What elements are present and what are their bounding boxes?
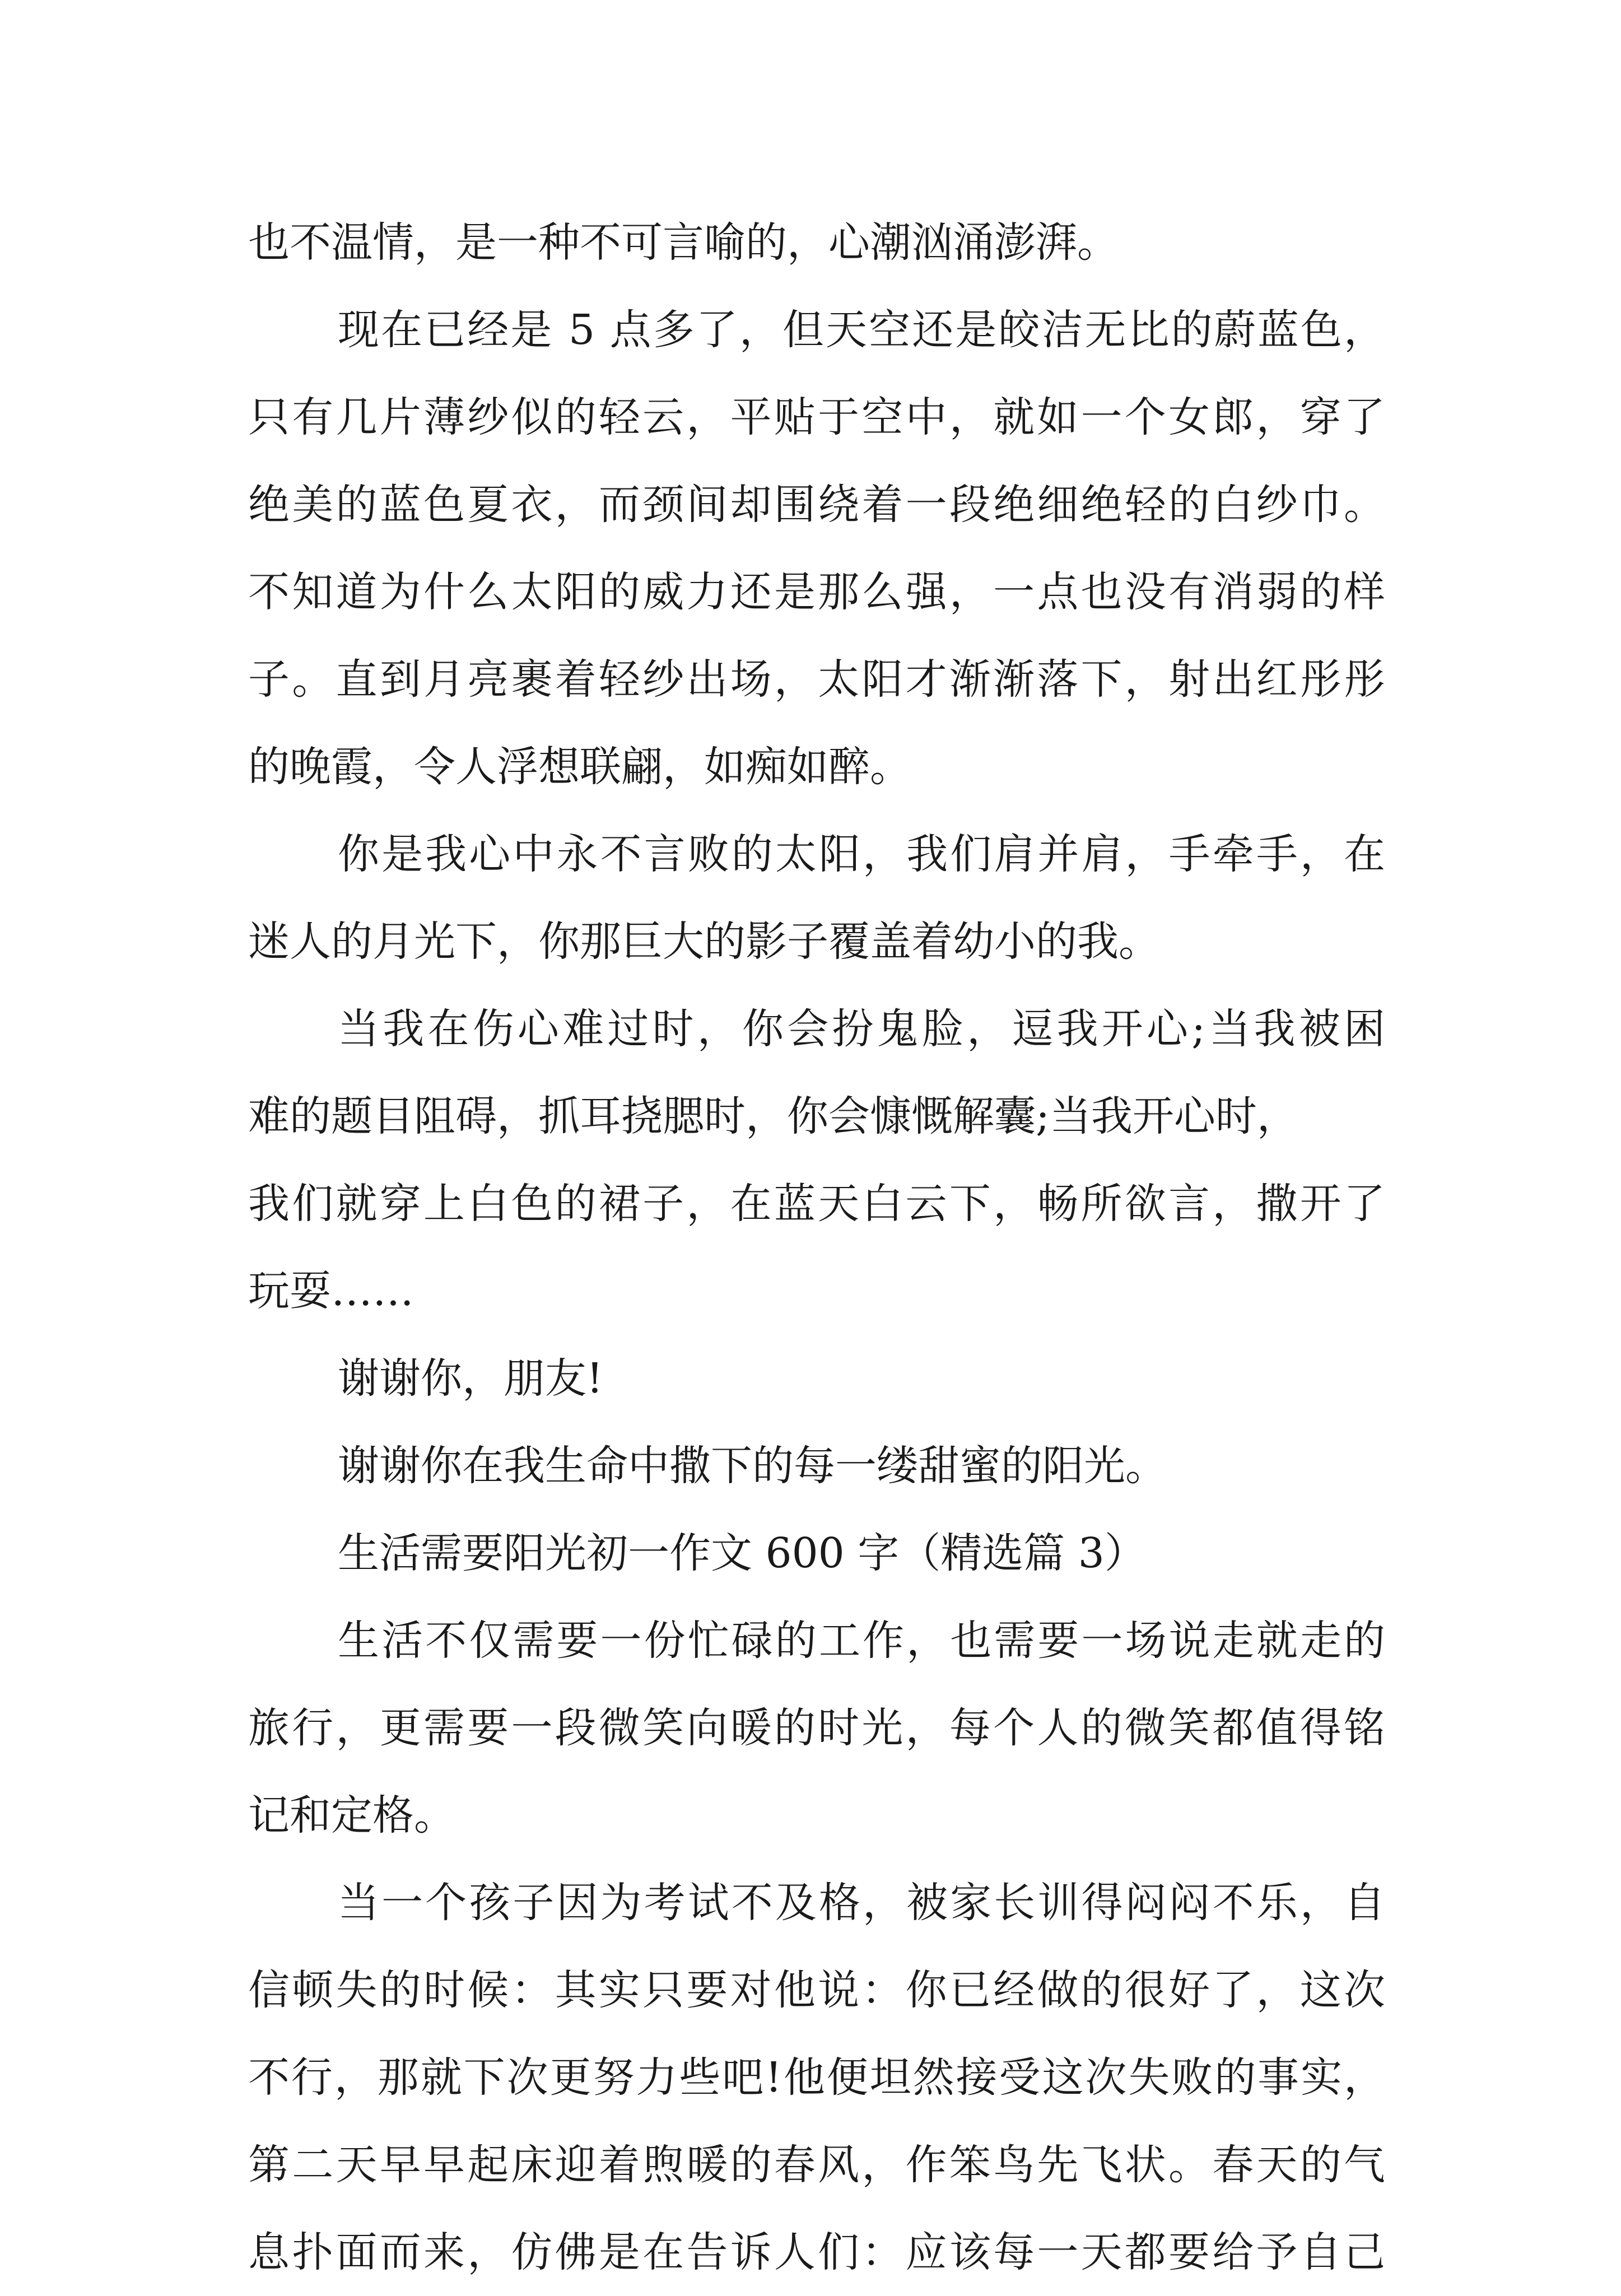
text-line: 旅行，更需要一段微笑向暖的时光，每个人的微笑都值得铭 [248,1704,1385,1752]
text-line: 迷人的月光下，你那巨大的影子覆盖着幼小的我。 [248,918,1160,966]
text-line: 只有几片薄纱似的轻云，平贴于空中，就如一个女郎，穿了 [248,393,1385,441]
text-line: 第二天早早起床迎着煦暖的春风，作笨鸟先飞状。春天的气 [248,2141,1385,2189]
text-line: 绝美的蓝色夏衣，而颈间却围绕着一段绝细绝轻的白纱巾。 [248,481,1385,529]
text-line: 谢谢你在我生命中撒下的每一缕甜蜜的阳光。 [338,1442,1167,1490]
text-line: 息扑面而来，仿佛是在告诉人们：应该每一天都要给予自己 [248,2228,1385,2276]
text-line: 谢谢你，朋友! [338,1354,603,1403]
text-line: 玩耍…… [248,1267,414,1315]
text-line: 难的题目阻碍，抓耳挠腮时，你会慷慨解囊;当我开心时， [248,1092,1298,1140]
text-line: 子。直到月亮裹着轻纱出场，太阳才渐渐落下，射出红彤彤 [248,655,1385,704]
text-line: 现在已经是 5 点多了，但天空还是皎洁无比的蔚蓝色， [338,306,1385,354]
text-line: 你是我心中永不言败的太阳，我们肩并肩，手牵手，在 [338,830,1385,878]
text-line: 不知道为什么太阳的威力还是那么强，一点也没有消弱的样 [248,568,1385,616]
text-line: 记和定格。 [248,1791,455,1839]
text-line: 信顿失的时候：其实只要对他说：你已经做的很好了，这次 [248,1966,1385,2014]
document-body [248,199,1385,2296]
text-line: 当一个孩子因为考试不及格，被家长训得闷闷不乐，自 [338,1879,1385,1927]
text-line: 也不温情，是一种不可言喻的，心潮汹涌澎湃。 [248,218,1119,267]
text-line: 的晚霞，令人浮想联翩，如痴如醉。 [248,743,911,791]
text-line: 生活不仅需要一份忙碌的工作，也需要一场说走就走的 [338,1617,1385,1665]
text-line: 我们就穿上白色的裙子，在蓝天白云下，畅所欲言，撒开了 [248,1180,1385,1228]
text-line: 不行，那就下次更努力些吧!他便坦然接受这次失败的事实， [248,2053,1385,2102]
text-line: 生活需要阳光初一作文 600 字（精选篇 3） [338,1529,1146,1577]
text-line: 当我在伤心难过时，你会扮鬼脸，逗我开心;当我被困 [338,1005,1385,1053]
